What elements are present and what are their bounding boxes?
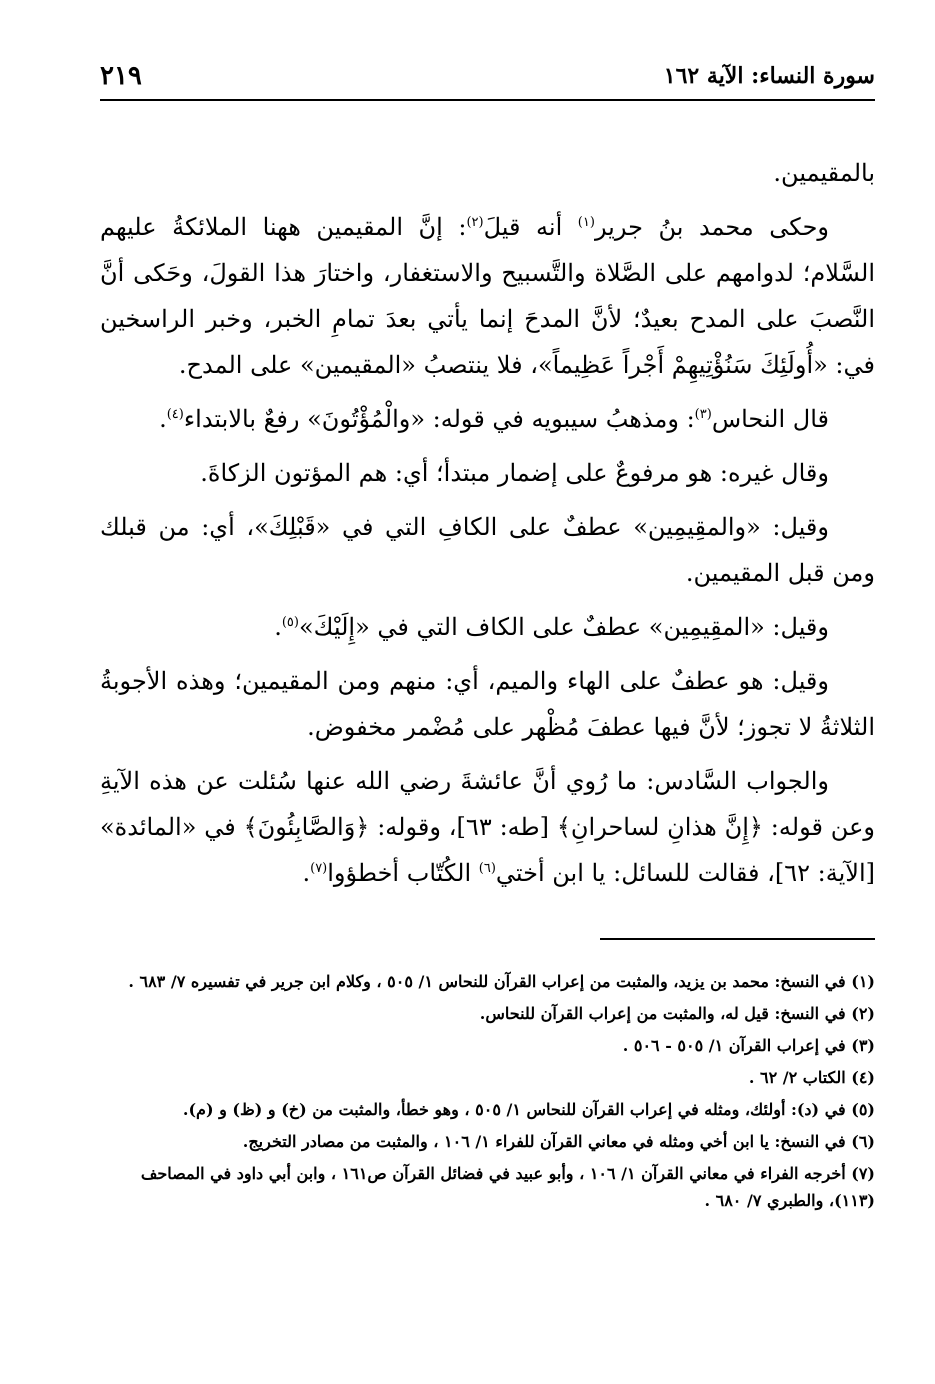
footnote: (٤) الكتاب ٢/ ٦٢ . [748, 1068, 875, 1087]
header-rule [100, 99, 875, 101]
footnote: (٣) في إعراب القرآن ١/ ٥٠٥ - ٥٠٦ . [622, 1036, 875, 1055]
footnote-marker: (٥) [281, 615, 299, 630]
paragraph: قال النحاس$^{(٣)}$: ومذهبُ سيبويه في قوله: «والْمُؤْتُونَ» رفعٌ بالابتداء$^{(٤)}$. [159, 405, 829, 433]
paragraph: والجواب السَّادس: ما رُوي أنَّ عائشةَ رضي الله عنها سُئلت عن هذه الآيةِ وعن قوله: ﴿إِنَّ هذانِ لساحرانِ﴾ [طه: ٦٣]، وقوله: ﴿وَالصَّابِئُونَ﴾ في «المائدة» [الآية: ٦٢]، فقالت للسائل: يا ابن أختي$^{(٦)}$ الكُتّاب أخطؤوا$^{(٧)}$. [100, 767, 875, 887]
main-text [100, 150, 875, 904]
footnote-marker: (٧) [310, 861, 328, 876]
paragraph: وقيل: هو عطفٌ على الهاء والميم، أي: منهم ومن المقيمين؛ وهذه الأجوبةُ الثلاثةُ لا تجوز؛ لأنَّ فيها عطفَ مُظْهر على مُضْمر مخفوض. [100, 667, 875, 741]
paragraph: وقيل: «المقِيمِين» عطفٌ على الكاف التي في «إِلَيْكَ»$^{(٥)}$. [274, 613, 829, 641]
paragraph: وحكى محمد بنُ جرير$^{(١)}$ أنه قيلَ$^{(٢)}$: إنَّ المقيمين ههنا الملائكةُ عليهم السَّلام؛ لدوامهم على الصَّلاة والتَّسبيح والاستغفار، واختارَ هذا القولَ، وحَكى أنَّ النَّصبَ على المدح بعيدٌ؛ لأنَّ المدحَ إنما يأتي بعدَ تمامِ الخبر، وخبر الراسخين في: «أُولَئِكَ سَنُؤْتِيهِمْ أَجْراً عَظِيماً»، فلا ينتصبُ «المقيمين» على المدح. [100, 213, 875, 379]
footnote-separator [600, 938, 875, 940]
footnote: (١) في النسخ: محمد بن يزيد، والمثبت من إعراب القرآن للنحاس ١/ ٥٠٥ ، وكلام ابن جرير في تفسيره ٧/ ٦٨٣ . [128, 972, 875, 991]
footnote: (٢) في النسخ: قيل له، والمثبت من إعراب القرآن للنحاس. [479, 1004, 875, 1023]
footnote: (٥) في (د): أولئك، ومثله في إعراب القرآن للنحاس ١/ ٥٠٥ ، وهو خطأ، والمثبت من (خ) و (ظ) و (م). [182, 1100, 875, 1119]
footnote-marker: (٢) [466, 215, 484, 230]
page-number: ٢١٩ [100, 61, 142, 91]
footnote: (٧) أخرجه الفراء في معاني القرآن ١/ ١٠٦ ، وأبو عبيد في فضائل القرآن ص١٦١ ، وابن أبي داود في المصاحف (١١٣)، والطبري ٧/ ٦٨٠ . [140, 1164, 875, 1210]
paragraph: وقيل: «والمقِيمِين» عطفٌ على الكافِ التي في «قَبْلِكَ»، أي: من قبلك ومن قبل المقيمين. [100, 513, 875, 587]
running-title: سورة النساء: الآية ١٦٢ [663, 63, 875, 89]
footnotes [100, 968, 875, 1219]
footnote-marker: (١) [577, 215, 595, 230]
footnote-marker: (٣) [694, 407, 712, 422]
page-header [100, 56, 875, 96]
paragraph: بالمقيمين. [773, 159, 875, 187]
paragraph: وقال غيره: هو مرفوعٌ على إضمار مبتدأ؛ أي: هم المؤتون الزكاةَ. [200, 459, 829, 487]
footnote-marker: (٦) [478, 861, 496, 876]
footnote-marker: (٤) [166, 407, 184, 422]
footnote: (٦) في النسخ: يا ابن أخي ومثله في معاني القرآن للفراء ١/ ١٠٦ ، والمثبت من مصادر التخريج. [242, 1132, 875, 1151]
